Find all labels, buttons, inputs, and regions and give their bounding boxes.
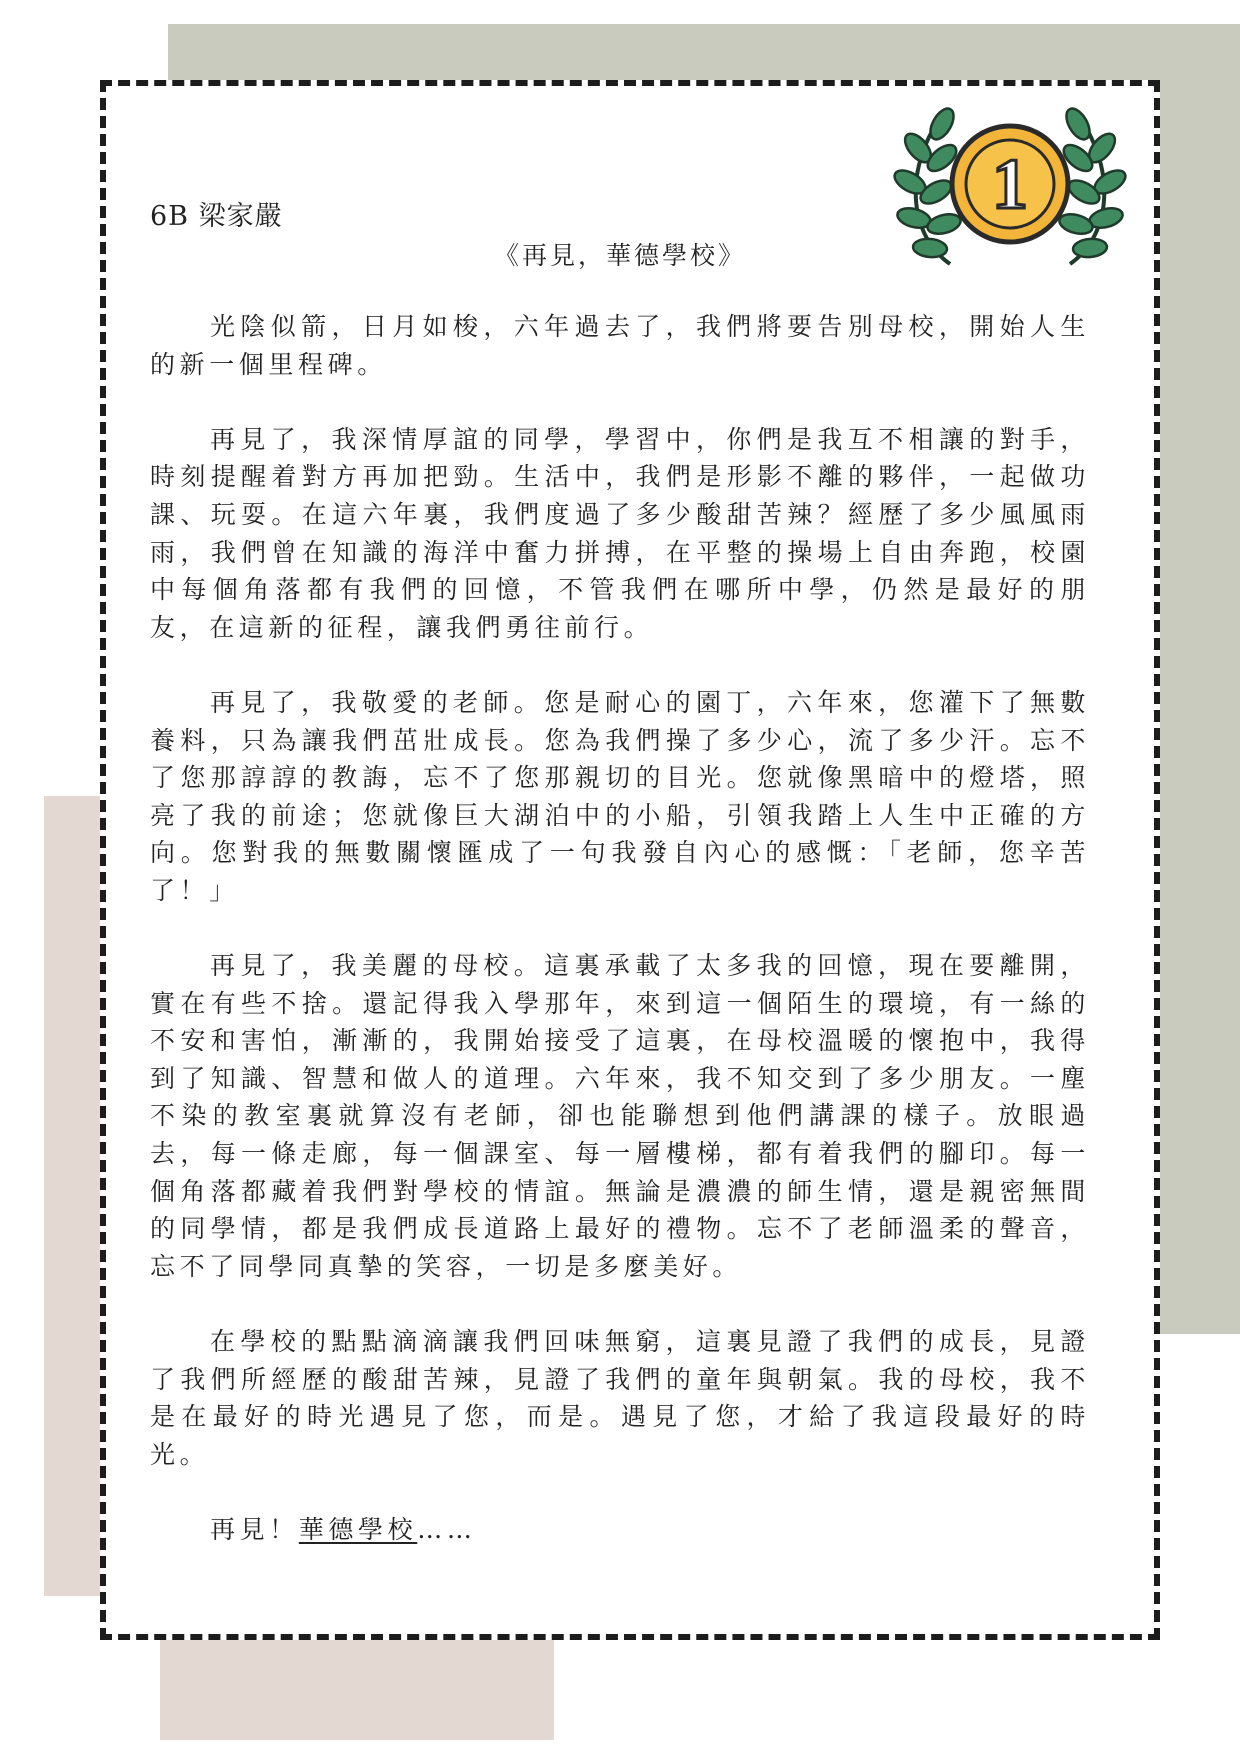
closing-ellipsis: …… [417,1515,477,1544]
closing-prefix: 再見！ [210,1515,299,1544]
gold-coin-icon [952,126,1068,242]
essay-title: 《再見，華德學校》 [493,241,746,270]
paragraph-3: 再見了，我敬愛的老師。您是耐心的園丁，六年來，您灌下了無數養料，只為讓我們茁壯成長。您為我們操了多少心，流了多少汗。忘不了您那諄諄的教誨，忘不了您那親切的目光。您就像黑暗中的燈塔，照亮了我的前途；您就像巨大湖泊中的小船，引領我踏上人生中正確的方向。您對我的無數關懷匯成了一句我發自內心的感慨：「老師，您辛苦了！」 [150,687,1090,905]
closing-line [150,1511,1090,1549]
author-line: 6B 梁家嚴 [150,201,283,232]
paragraph-1: 光陰似箭，日月如梭，六年過去了，我們將要告別母校，開始人生的新一個里程碑。 [150,312,1090,379]
paragraph-4: 再見了，我美麗的母校。這裏承載了太多我的回憶，現在要離開，實在有些不捨。還記得我入學那年，來到這一個陌生的環境，有一絲的不安和害怕，漸漸的，我開始接受了這裏，在母校溫暖的懷抱中，我得到了知識、智慧和做人的道理。六年來，我不知交到了多少朋友。一塵不染的教室裏就算沒有老師，卻也能聯想到他們講課的樣子。放眼過去，每一條走廊，每一個課室、每一層樓梯，都有着我們的腳印。每一個角落都藏着我們對學校的情誼。無論是濃濃的師生情，還是親密無間的同學情，都是我們成長道路上最好的禮物。忘不了老師溫柔的聲音，忘不了同學同真摯的笑容，一切是多麼美好。 [150,951,1090,1281]
essay-body [150,308,1090,1586]
paragraph-5: 在學校的點點滴滴讓我們回味無窮，這裏見證了我們的成長，見證了我們所經歷的酸甜苦辣，見證了我們的童年與朝氣。我的母校，我不是在最好的時光遇見了您，而是。遇見了您，才給了我這段最好的時光。 [150,1327,1090,1469]
closing-school-name: 華德學校 [298,1515,418,1544]
medal-number: 1 [992,144,1028,224]
paragraph-2: 再見了，我深情厚誼的同學，學習中，你們是我互不相讓的對手，時刻提醒着對方再加把勁。生活中，我們是形影不離的夥伴，一起做功課、玩耍。在這六年裏，我們度過了多少酸甜苦辣？經歷了多少風風雨雨，我們曾在知識的海洋中奮力拼搏，在平整的操場上自由奔跑，校園中每個角落都有我們的回憶，不管我們在哪所中學，仍然是最好的朋友，在這新的征程，讓我們勇往前行。 [150,424,1090,642]
